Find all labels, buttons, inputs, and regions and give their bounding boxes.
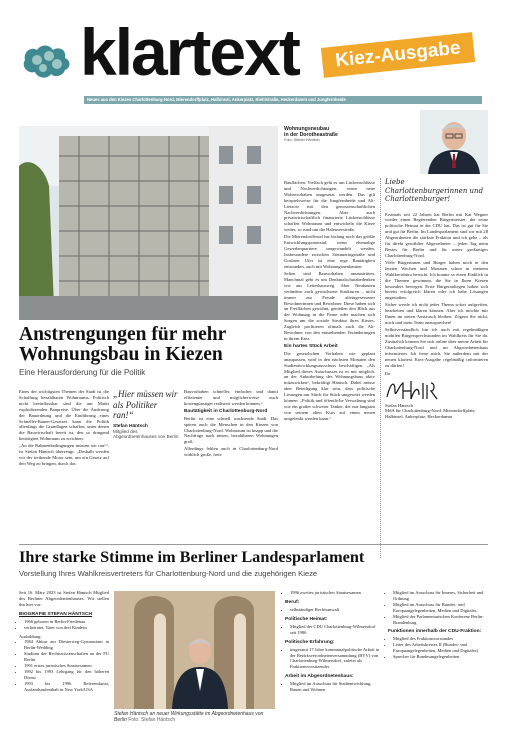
committees-col [388, 590, 488, 660]
education-heading: Ausbildung: [19, 633, 42, 639]
article-col2-p1: Bauvorhaben schneller, einfacher und damit effizienter und möglicherweise auch kostengünstiger realisiert werden können.“ [184, 389, 278, 406]
quote-text: „Hier müssen wir als Politiker ran!“ [113, 389, 178, 420]
quote-author: Stefan Häntsch [113, 423, 148, 429]
bio-intro: Seit 16. März 2023 ist Stefan Häntsch Mitglied des Berliner Abgeordnetenhauses. Wir stellen ihn hier vor: [19, 590, 109, 607]
job-item: • selbständiger Rechtsanwalt [290, 607, 380, 613]
article-col3-p4: Die gesetzlichen Vorhaben wie geplant anzupassen, wird in den nächsten Monaten den Stadtentwicklungsausschuss beschäftigen. „Als Mitglied dieses Ausschusses ist es mir möglich, an der Ankurbelung des Wohnungsbaus aktiv mitzuwirken“, bekräftigt Häntsch. Dabei müsse aber Beteiligung klar sein, dass politische Lösungen nur Stück für Stück umgesetzt werden können. „Politik und öffentliche Verwaltung sind wie ein großer schwerer Tanker, der nur langsam von seinem alten Kurs auf einen neuen umgelenkt werden kann.“ [284, 350, 375, 421]
photo-caption-title2: in der Dorotheastraße [284, 132, 338, 138]
article-col3-p2: Die Mierendorffinsel hat bislang noch das größte Entwicklungspotenzial, wenn ehemalige Gewerbequartiere umgewandelt werden. Insbesondere zwischen Sömmeringstraße und Goslarer Ufer ist eine rege Bautätigkeit entstanden, auch mit Wohnungsneubauten. [284, 234, 375, 269]
exp-item: • insgesamt 17 Jahre kommunalpolitische Arbeit in der Bezirksverordnetenversammlung (BVV) von Charlottenburg-Wilmersdorf, zuletzt als Fraktionsvorsitzender [290, 647, 380, 671]
article-col2-p2: Berlin ist eine schnell wachsende Stadt. Das spüren auch die Menschen in den Kiezen von Charlottenburg-Nord. Wohnraum ist knapp und die Nachfrage nach neuen, bezahlbaren Wohnungen groß. [184, 415, 278, 445]
article-col3-p3: Selten sind Bauvorhaben unumstritten. Manchmal geht es um Denkmalschutzbedenken wie am Letterhausweg. Aber Neubauten verändern auch gewachsene Strukturen – nicht immer zur Freude alteingesessener Bewohnerinnen und Bewohner. Diese haben sich an Freiflächen gewöhnt, genießen den Blick aus der Wohnung in die Ferne oder machen sich Sorgen um die soziale Struktur ihres Kiezes. Zugleich profitieren oftmals auch die Alt-Bewohner von den entstehenden Veränderungen in ihrem Kiez. [284, 270, 375, 341]
quote-box [113, 389, 179, 440]
subline-1: Eine Herausforderung für die Politik [19, 368, 146, 377]
letter-greeting: Liebe Charlottenburgerinnen und Charlottenburger! [385, 178, 484, 203]
bio-item: • verheiratet, Vater von drei Kindern [24, 625, 109, 631]
functions-heading: Funktionen innerhalb der CDU-Fraktion: [388, 629, 482, 635]
article-col1-p1: Eines der wichtigsten Themen der Stadt ist die Schaffung bezahlbaren Wohnraums. Politisch nicht beeinflussbar sind die am Markt explodierenden Baupreise. Über die Änderung der Bauordnung und die Einführung eines Schneller-Bauen-Gesetzes kann die Politik allerdings die Grundlagen schaffen, unter denen die Bauwirtschaft bereit ist, den so dringend benötigten Wohnraum zu errichten. [19, 389, 109, 442]
home-heading: Politische Heimat: [285, 616, 328, 622]
house-item: • Mitglied im Ausschuss für Stadtentwicklung, Bauen und Wohnen [290, 681, 380, 693]
signature [385, 377, 488, 403]
committee-item: • Mitglied der Parlamentarischen Konferenz Berlin-Brandenburg [393, 614, 488, 626]
letter-p1: Erstmals seit 22 Jahren hat Berlin mit Kai Wegner wieder einen Regierenden Bürgermeister, der seine politische Heimat in der CDU hat. Das ist gut für Sie und gut für Berlin. Im Landesparlament sind wir mit 28 Abgeordneten die stärkste Fraktion und ich gehe – als für direkt gewählter Abgeordneter – jeden Tag mein Bestes für Berlin und für unser großartiges Charlottenburg-Nord. [385, 211, 488, 258]
committee-item: • Mitglied im Ausschuss für Inneres, Sicherheit und Ordnung [393, 590, 488, 602]
function-item: • Sprecher für Bundesangelegenheiten [393, 654, 488, 660]
signature-role: MdA für Charlottenburg-Nord, Mierendorffplatz, Halbinsel, Ankerplatz, Heckerdamm [385, 408, 476, 420]
headline-2: Ihre starke Stimme im Berliner Landesparlament [19, 547, 365, 566]
photo2-caption-text: Stefan Häntsch an neuer Wirkungsstätte im Abgeordnetenhaus von Berlin [114, 711, 264, 723]
letter-p3: Sicher werde ich nicht jedes Thema sofort aufgreifen, bearbeiten und klären können. Aber ich möchte mir Ihnen im steten Austausch bleiben. Zögern Sie nicht, mich und mein Team anzusprechen! [385, 302, 488, 326]
photo2-caption [114, 711, 275, 723]
headline-1: Anstrengungen für mehr Wohnungsbau in Kiezen [19, 324, 226, 365]
home-item: • Mitglied der CDU Charlottenburg-Wilmersdorf seit 1986 [290, 624, 380, 636]
subline-2: Vorstellung Ihres Wahlkreisvertreters für Charlottenburg-Nord und die zugehörigen Kieze [19, 569, 318, 578]
education-item: • Studium der Rechtswissenschaften an der FU Berlin [24, 651, 109, 663]
exp-heading: Politische Erfahrung: [285, 639, 335, 645]
tagline: Neues aus den Kiezen Charlottenburg-Nord, Mierendorffplatz, Halbinsel, Ankerplatz, Riehlstraße, Heckerdamm und Jungfernheide [87, 97, 346, 102]
portrait-photo [420, 110, 488, 174]
article-col3-p1: Bauflächen. Vielfach geht es um Lückenschlüsse und Nachverdichtungen, wenn neue Wohnvorhaben umgesetzt werden. Das gilt beispielsweise für die Jungfernheide und Alt-Lietzow mit den genossenschaftlichen Nachverdichtungen. Aber auch privatwirtschaftlich finanzierte Lückenschlüsse schaffen Wohnraum und entwickeln die Kieze weiter, so rund um die Halenseestraße. [284, 180, 375, 233]
logo-bear-icon [19, 38, 75, 82]
article-col-3 [284, 180, 375, 423]
tagline-bar [84, 96, 482, 104]
education-item: • 1984 Abitur am Diesterweg-Gymnasium in Berlin-Wedding [24, 639, 109, 651]
photo-credit: Foto: Stefan Häntsch [284, 138, 320, 142]
article-col2-p3: Allerdings fehlen auch in Charlottenburg-Nord wirklich große, freie [184, 446, 278, 458]
function-item: • Mitglied des Fraktionsvorstandes [393, 636, 488, 642]
masthead-badge: Kiez-Ausgabe [321, 32, 475, 78]
education-item: • 1993 bis 1996 Referendariat, Auslandsaufenthalt in New York/USA [24, 681, 109, 693]
photo2-credit: Foto: Stefan Häntsch [128, 717, 176, 723]
function-item: • Leiter des Arbeitskreises II (Bundes- und Europaangelegenheiten, Medien und Digitales) [393, 642, 488, 654]
letter-sidebar [380, 178, 488, 558]
house-heading: Arbeit im Abgeordnetenhaus: [285, 674, 354, 680]
signature-name: Stefan Häntsch [385, 402, 413, 408]
parliament-photo [114, 591, 275, 709]
bio-col [19, 590, 109, 693]
article-col-2 [184, 389, 278, 459]
letter-p2: Viele Bürgerinnen und Bürger haben mich in den letzten Wochen und Monaten schon in meinem Wahlkreisbüro besucht. Ich konnte so einen Einblick in die Themen gewinnen, die Sie in Ihren Kiezen besonders bewegen. Erste Bürgeranliegen haben sich bereits erfolgreich klären oder ich habe Lösungen angestoßen. [385, 259, 488, 301]
masthead-title: klartext [80, 15, 299, 89]
education-item: • 1992 bis 1993 Lehrgang für den höheren Dienst [24, 669, 109, 681]
letter-p4: Selbstverständlich bin ich auch mit regelmäßigen mobilen Bürgersprechstunden im Wahlkreis für Sie da. Zusätzlich können Sie sich online über meine Arbeit für Charlottenburg-Nord und im Abgeordnetenhaus informieren. Ich freue mich, Sie außerdem mit der neuen klartext Kiez-Ausgabe regelmäßig informieren zu dürfen! [385, 327, 488, 368]
article-col2-heading: Bautätigkeit in Charlottenburg-Nord [184, 408, 268, 414]
section-divider [19, 544, 488, 545]
job-heading: Beruf: [285, 599, 300, 605]
career-col [285, 590, 380, 693]
committee-item: • Mitglied im Ausschuss für Bundes- und Europaangelegenheiten, Medien und Digitales [393, 602, 488, 614]
photo-caption-title: Wohnungsneubau [284, 126, 330, 132]
photo-caption [284, 126, 364, 143]
article-col-1 [19, 389, 109, 468]
education-item: • 1991 erstes juristisches Staatsexamen [24, 663, 109, 669]
building-photo [19, 126, 278, 320]
letter-closing: Ihr [385, 370, 391, 376]
bio-item: • 1966 geboren in Berlin-Friedenau [24, 619, 109, 625]
career-exam: • 1996 zweites juristisches Staatsexamen [290, 590, 380, 596]
quote-role: Mitglied des Abgeordnetenhauses von Berlin [113, 428, 179, 440]
article-col3-heading: Ein hartes Stück Arbeit [284, 343, 338, 349]
article-col1-p2: „An die Rahmenbedingungen müssen wir ran!“, ist Stefan Häntsch überzeugt. „Deshalb werden wir der treibende Motor sein, um ein Gesetz auf den Weg zu bringen, durch das [19, 443, 109, 467]
bio-heading: BIOGRAFIE STEFAN HÄNTSCH [19, 611, 93, 617]
